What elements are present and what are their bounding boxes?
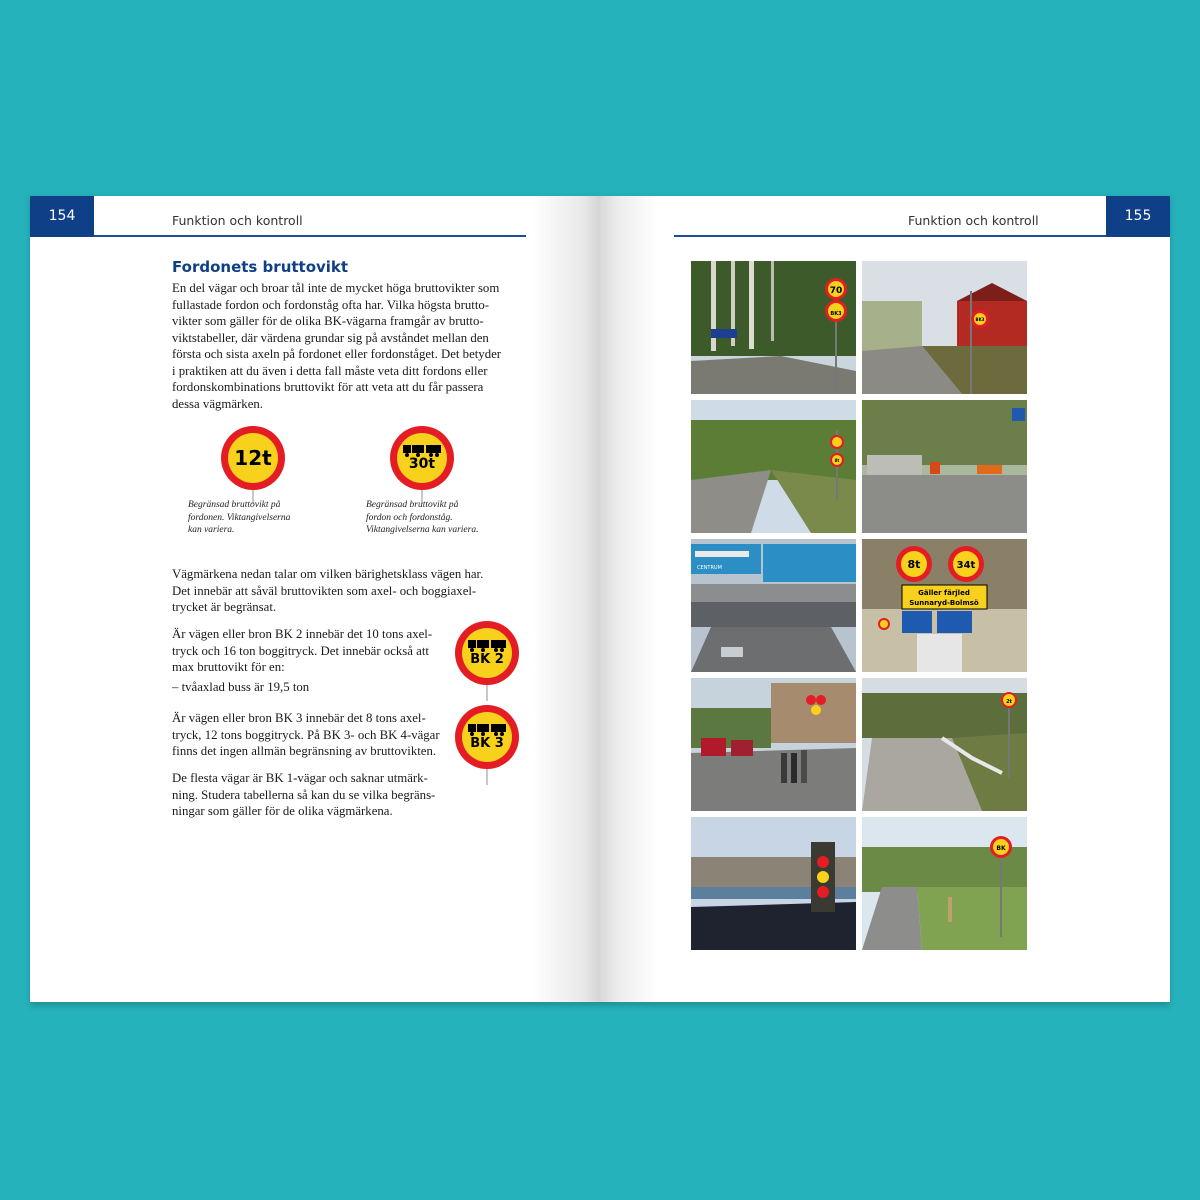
caption-30t bbox=[366, 499, 478, 537]
body-line: ningar som gäller för de olika vägmärkena. bbox=[172, 804, 393, 818]
body-line: fordonskombinations bruttovikt för att veta att du får passera bbox=[172, 380, 484, 394]
photo-sign-text: 70 bbox=[829, 286, 843, 296]
photo-sign-text: 34t bbox=[956, 560, 976, 571]
section-heading: Fordonets bruttovikt bbox=[172, 258, 349, 276]
body-line: Är vägen eller bron BK 2 innebär det 10 tons axel- bbox=[172, 627, 433, 641]
body-line: En del vägar och broar tål inte de mycket höga bruttovikter som bbox=[172, 281, 500, 295]
body-line: tryck och 16 ton boggitryck. Det innebär också att bbox=[172, 643, 429, 658]
body-line: viktstabeller, där värdena grundar sig på avståndet mellan den bbox=[172, 330, 489, 345]
body-line: dessa vägmärken. bbox=[172, 396, 263, 411]
body-line: fullastade fordon och fordonståg ofta har. Vilka högsta brutto- bbox=[172, 297, 490, 312]
photo-ferry-signs bbox=[862, 539, 1027, 672]
body-line: Vägmärkena nedan talar om vilken bärighetsklass vägen har. bbox=[172, 567, 484, 581]
bk2-sign bbox=[455, 621, 519, 703]
body-line: – tvåaxlad buss är 19,5 ton bbox=[172, 679, 310, 694]
running-head-left: Funktion och kontroll bbox=[172, 213, 303, 228]
caption-line: Begränsad bruttovikt på bbox=[188, 500, 281, 510]
sign-30t-text: 30t bbox=[408, 455, 436, 472]
body-line: finns det ingen allmän begränsning av bruttovikten. bbox=[172, 744, 437, 758]
body-line: Är vägen eller bron BK 3 innebär det 8 tons axel- bbox=[172, 711, 426, 725]
body-line: trycket är begränsat. bbox=[172, 600, 277, 614]
body-line: i praktiken att du även i detta fall måste veta ditt fordons eller bbox=[172, 363, 488, 378]
body-line: tryck, 12 tons boggitryck. På BK 3- och BK 4-vägar bbox=[172, 727, 440, 742]
running-head-right: Funktion och kontroll bbox=[908, 213, 1039, 228]
photo-sign-text: 8t bbox=[834, 458, 840, 463]
header-rule-left bbox=[94, 235, 526, 237]
bk3-sign-text: BK 3 bbox=[470, 735, 504, 751]
caption-line: fordonen. Viktangivelserna bbox=[188, 512, 291, 523]
page-number-left: 154 bbox=[30, 196, 94, 237]
truck-trailer-icon bbox=[468, 640, 506, 652]
body-line: Det innebär att såväl bruttovikten som axel- och boggiaxel- bbox=[172, 583, 477, 598]
photo-sign-text: BK3 bbox=[830, 311, 842, 317]
caption-line: Viktangivelserna kan variera. bbox=[366, 525, 479, 535]
body-line: vikter som gäller för de olika BK-vägarna framgår av brutto- bbox=[172, 314, 484, 328]
weight-limit-30t-sign bbox=[390, 426, 454, 506]
caption-line: kan variera. bbox=[188, 525, 235, 535]
weight-limit-12t-sign bbox=[221, 426, 285, 506]
photo-street-roadwork-sign bbox=[862, 400, 1027, 533]
body-line: De flesta vägar är BK 1-vägar och saknar utmärk- bbox=[172, 771, 428, 785]
photo-board-text: Sunnaryd-Bolmsö bbox=[909, 599, 979, 607]
truck-trailer-icon bbox=[468, 724, 506, 736]
photo-board-text: Gäller färjled bbox=[918, 589, 970, 597]
intro-paragraph bbox=[172, 566, 483, 616]
body-line: max bruttovikt för en: bbox=[172, 660, 285, 674]
body-paragraph bbox=[172, 280, 501, 412]
bk2-sign-text: BK 2 bbox=[470, 651, 504, 667]
caption-12t bbox=[188, 499, 290, 537]
bk2-paragraph bbox=[172, 626, 432, 695]
book-spread bbox=[30, 196, 1170, 1002]
body-line: första och sista axeln på fordonet eller fordonståget. Det betyder bbox=[172, 347, 502, 361]
photo-highway-overpass-signs bbox=[691, 539, 856, 672]
photo-sign-text: BK3 bbox=[975, 317, 985, 322]
photo-sign-text: BK bbox=[996, 845, 1006, 852]
bk3-sign bbox=[455, 705, 519, 787]
photo-sign-text: CENTRUM bbox=[697, 565, 722, 571]
photo-tree-lined-road-sign bbox=[691, 400, 856, 533]
caption-line: Begränsad bruttovikt på bbox=[366, 500, 459, 510]
photo-harbor-bridge-sign bbox=[691, 817, 856, 950]
photo-red-house-sign bbox=[862, 261, 1027, 394]
photo-town-square-signs bbox=[691, 678, 856, 811]
photo-sign-text: 8t bbox=[907, 558, 921, 571]
bk3-paragraph bbox=[172, 710, 440, 760]
photo-sign-text: 2t bbox=[1006, 699, 1012, 705]
page-154 bbox=[30, 196, 600, 1002]
body-line: ning. Studera tabellerna så kan du se vilka begräns- bbox=[172, 787, 436, 802]
caption-line: fordon och fordonståg. bbox=[366, 512, 453, 523]
photo-forest-road-70-sign bbox=[691, 261, 856, 394]
closing-paragraph bbox=[172, 770, 435, 820]
photo-bridge-road-sign bbox=[862, 678, 1027, 811]
page-number-right: 155 bbox=[1106, 196, 1170, 237]
sign-12t-text: 12t bbox=[228, 433, 278, 483]
photo-country-road-sign bbox=[862, 817, 1027, 950]
header-rule-right bbox=[674, 235, 1106, 237]
page-155 bbox=[600, 196, 1170, 1002]
